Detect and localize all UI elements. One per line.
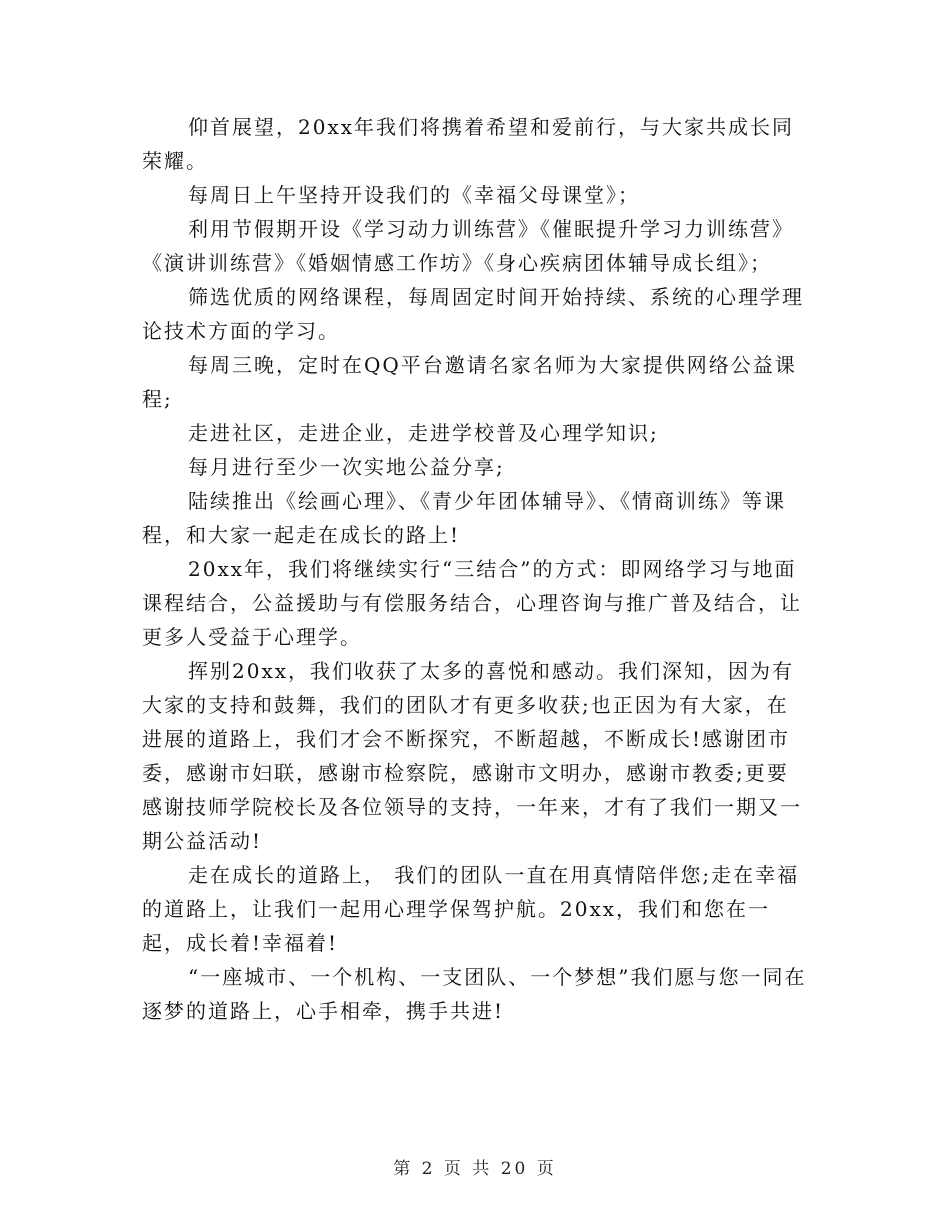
paragraph: 陆续推出《绘画心理》、《青少年团体辅导》、《情商训练》等课程，和大家一起走在成长的路上! [142,489,786,547]
paragraph: 每周日上午坚持开设我们的《幸福父母课堂》； [188,183,640,207]
paragraph: 走在成长的道路上， 我们的团队一直在用真情陪伴您;走在幸福的道路上，让我们一起用心理学保驾护航。20xx，我们和您在一起，成长着!幸福着! [142,863,800,955]
paragraph: 20xx年，我们将继续实行“三结合”的方式：即网络学习与地面课程结合，公益援助与有偿服务结合，心理咨询与推广普及结合，让更多人受益于心理学。 [142,557,802,649]
paragraph: 筛选优质的网络课程，每周固定时间开始持续、系统的心理学理论技术方面的学习。 [142,285,804,343]
paragraph: 走进社区，走进企业，走进学校普及心理学知识; [188,421,659,445]
paragraph: 仰首展望，20xx年我们将携着希望和爱前行，与大家共成长同荣耀。 [142,115,795,173]
paragraph: 每周三晚，定时在QQ平台邀请名家名师为大家提供网络公益课程; [142,353,797,411]
document-body [142,110,810,1028]
paragraph: 挥别20xx，我们收获了太多的喜悦和感动。我们深知，因为有大家的支持和鼓舞，我们的团队才有更多收获;也正因为有大家，在进展的道路上，我们才会不断探究，不断超越，不断成长!感谢团市委，感谢市妇联，感谢市检察院，感谢市文明办，感谢市教委;更要感谢技师学院校长及各位领导的支持，一年来，才有了我们一期又一期公益活动! [142,659,802,853]
page-number-footer: 第 2 页 共 20 页 [393,1159,557,1179]
paragraph: 利用节假期开设《学习动力训练营》《催眠提升学习力训练营》《演讲训练营》《婚姻情感工作坊》《身心疾病团体辅导成长组》； [142,217,794,275]
paragraph: “一座城市、一个机构、一支团队、一个梦想”我们愿与您一同在逐梦的道路上，心手相牵，携手共进! [142,965,807,1023]
paragraph: 每月进行至少一次实地公益分享; [188,455,505,479]
